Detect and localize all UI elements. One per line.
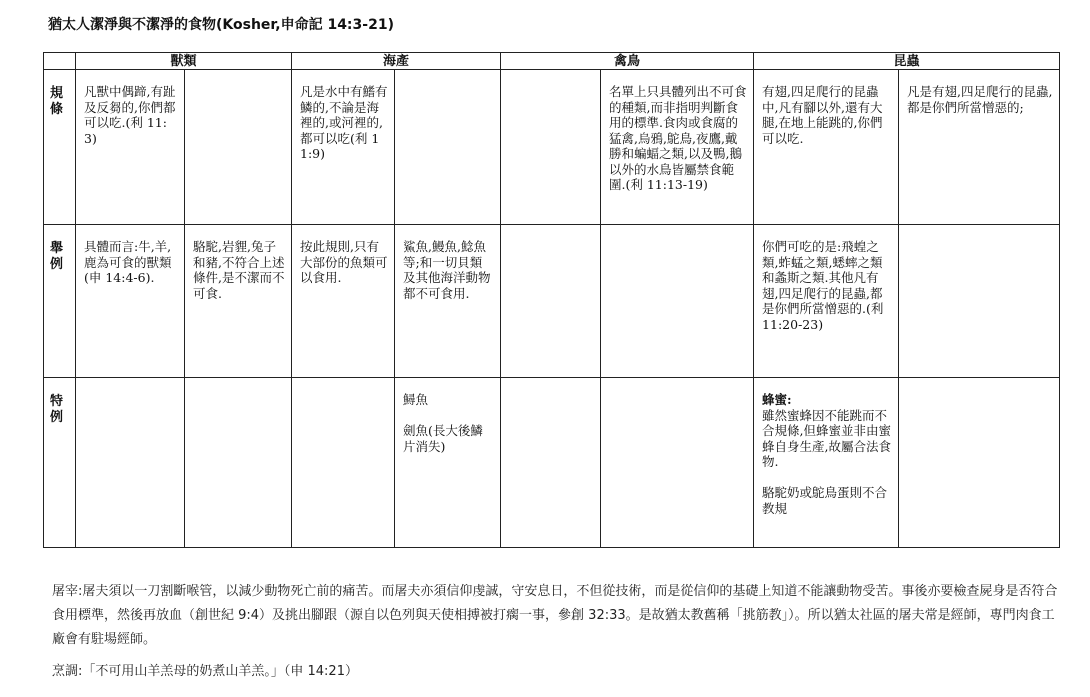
cell-birds-rule — [501, 70, 601, 225]
row-label-exceptions — [44, 378, 76, 548]
table-row-exceptions — [44, 378, 1060, 548]
cell-seafood-rule: 凡是水中有鰭有鱗的,不論是海裡的,或河裡的,都可以吃(利 11:9) — [292, 70, 395, 225]
header-birds: 禽鳥 — [501, 53, 754, 70]
cell-insects-exception-b — [899, 378, 1060, 548]
cell-mammals-rule: 凡獸中偶蹄,有趾及反芻的,你們都可以吃.(利 11:3) — [76, 70, 185, 225]
cell-insects-rule-b: 凡是有翅,四足爬行的昆蟲,都是你們所當憎惡的; — [899, 70, 1060, 225]
cell-mammals-example: 具體而言:牛,羊,鹿為可食的獸類(申 14:4-6). — [76, 225, 185, 378]
table-row-rules — [44, 70, 1060, 225]
cell-seafood-example: 按此規則,只有大部份的魚類可以食用. — [292, 225, 395, 378]
cell-birds-example — [501, 225, 601, 378]
cell-mammals-exception — [76, 378, 185, 548]
honey-text: 雖然蜜蜂因不能跳而不合規條,但蜂蜜並非由蜜蜂自身生產,故屬合法食物. 駱駝奶或鴕鳥蛋則不合教規 — [762, 407, 892, 516]
row-label-text: 舉例 — [50, 241, 64, 272]
table-row-examples — [44, 225, 1060, 378]
row-label-rules — [44, 70, 76, 225]
document-title: 猶太人潔淨與不潔淨的食物(Kosher,申命記 14:3-21) — [48, 17, 394, 33]
header-seafood: 海產 — [292, 53, 501, 70]
cell-seafood-exception-b: 鱘魚 劍魚(長大後鱗片消失) — [395, 378, 501, 548]
cell-seafood-example-b: 鯊魚,鰻魚,鯰魚等;和一切貝類及其他海洋動物都不可食用. — [395, 225, 501, 378]
cell-birds-rule-b: 名單上只具體列出不可食的種類,而非指明判斷食用的標準.食肉或食腐的猛禽,烏鴉,鴕鳥,夜鷹,戴勝和蝙蝠之類,以及鴨,鵝以外的水鳥皆屬禁食範圍.(利 11:13-19) — [601, 70, 754, 225]
cell-birds-exception — [501, 378, 601, 548]
cell-birds-example-b — [601, 225, 754, 378]
cell-mammals-rule-b — [185, 70, 292, 225]
header-row — [44, 53, 1060, 70]
honey-heading: 蜂蜜: — [762, 392, 792, 407]
row-label-text: 規條 — [50, 86, 64, 117]
header-mammals: 獸類 — [76, 53, 292, 70]
cell-seafood-exception — [292, 378, 395, 548]
cooking-note: 烹調:「不可用山羊羔母的奶煮山羊羔。」（申 14:21） — [52, 664, 358, 679]
header-insects: 昆蟲 — [754, 53, 1060, 70]
slaughter-note: 屠宰:屠夫須以一刀割斷喉管，以減少動物死亡前的痛苦。而屠夫亦須信仰虔誠，守安息日，不但從技術，而是從信仰的基礎上知道不能讓動物受苦。事後亦要檢查屍身是否符合食用標準，然後再放血（創世紀 9:4）及挑出腳跟（源自以色列與天使相搏被打瘸一事，參創 32:33。是故猶太教舊稱「挑筋教」）。所以猶太社區的屠夫常是經師，專門肉食工廠會有駐場經師。 — [52, 584, 1058, 647]
cell-insects-exception — [754, 378, 899, 548]
cell-mammals-example-b: 駱駝,岩貍,兔子和豬,不符合上述條件,是不潔而不可食. — [185, 225, 292, 378]
kosher-table — [43, 52, 1060, 548]
cell-birds-exception-b — [601, 378, 754, 548]
footer-notes — [52, 580, 1062, 684]
cell-mammals-exception-b — [185, 378, 292, 548]
cell-insects-example: 你們可吃的是:飛蝗之類,蚱蜢之類,蟋蟀之類和螽斯之類.其他凡有翅,四足爬行的昆蟲,都是你們所當憎惡的.(利 11:20-23) — [754, 225, 899, 378]
row-label-examples — [44, 225, 76, 378]
cell-seafood-rule-b — [395, 70, 501, 225]
cell-insects-rule: 有翅,四足爬行的昆蟲中,凡有腳以外,還有大腿,在地上能跳的,你們可以吃. — [754, 70, 899, 225]
row-label-text: 特例 — [50, 394, 64, 425]
corner-cell — [44, 53, 76, 70]
cell-insects-example-b — [899, 225, 1060, 378]
